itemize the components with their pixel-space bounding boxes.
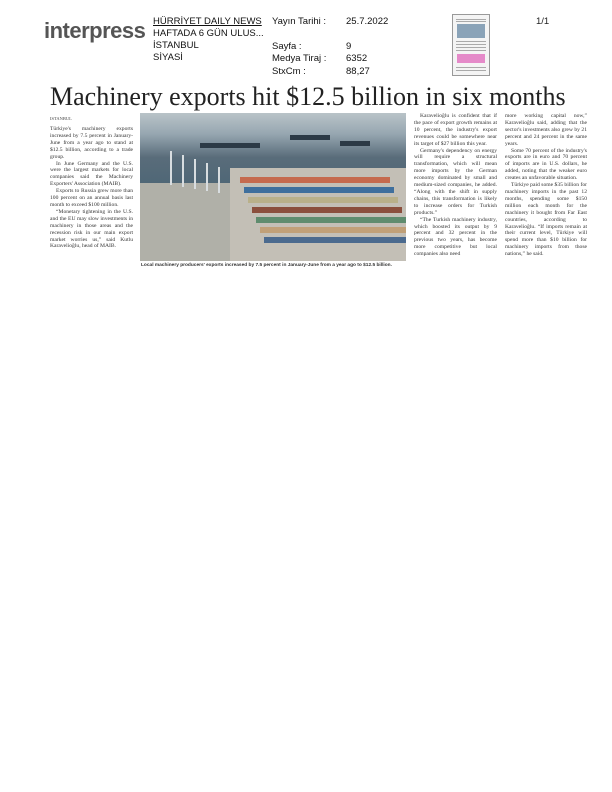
label-stxcm: StxCm : (272, 65, 306, 77)
section: SİYASİ (153, 52, 183, 63)
paragraph: In June Germany and the U.S. were the largest markets for local companies said the Machinery Exporters' Association (MAIB). (50, 160, 133, 188)
value-page: 9 (346, 40, 352, 52)
article-column-4 (505, 113, 587, 271)
page-count: 1/1 (536, 16, 550, 27)
publication-info (153, 16, 264, 64)
label-date: Yayın Tarihi : (272, 16, 327, 27)
photo-caption: Local machinery producers' exports increased by 7.5 percent in January-June from a year ago to $12.5 billion. (141, 263, 392, 268)
paragraph: more working capital now,” Karavelioğlu said, adding that the sector's investments also grew by 21 percent and 24 percent in the same years. (505, 113, 587, 147)
paragraph: “The Turkish machinery industry, which boosted its output by 9 percent and 32 percent in the previous two years, has become more competitive but local companies also need (414, 216, 497, 258)
publication-name: HÜRRİYET DAILY NEWS (153, 16, 262, 27)
paragraph: Germany's dependency on energy will require a structural transformation, which will mean more imports by the German economy dominated by small and medium-sized companies, he added. “Along with the shift in supply chains, this transformation is likely to increase orders for Turkish products.” (414, 147, 497, 216)
article-column-1 (50, 126, 133, 272)
frequency: HAFTADA 6 GÜN ULUS... (153, 28, 264, 39)
paragraph: Exports to Russia grew more than 100 percent on an annual basis last month to exceed $100 million. (50, 188, 133, 208)
paragraph: Karavelioğlu is confident that if the pace of export growth remains at 10 percent, the industry's export revenues could be somewhere near its target of $27 billion this year. (414, 113, 497, 147)
interpress-logo: interpress (44, 18, 146, 43)
city: İSTANBUL (153, 40, 199, 51)
article-headline: Machinery exports hit $12.5 billion in six months (50, 82, 566, 111)
label-circulation: Medya Tiraj : (272, 53, 327, 64)
paragraph: Some 70 percent of the industry's exports are in euro and 70 percent of imports are in U.S. dollars, he added, noting that the weaker euro creates an unfavorable situation. (505, 147, 587, 182)
meta-values (346, 16, 388, 78)
value-circulation: 6352 (346, 53, 368, 64)
page-thumbnail[interactable] (452, 14, 490, 76)
paragraph: Türkiye's machinery exports increased by 7.5 percent in January-June from a year ago to stand at $12.5 billion, according to a trade group. (50, 126, 133, 160)
paragraph: “Monetary tightening in the U.S. and the EU may slow investments in machinery in those areas and the recession risk in our main export market worries us,” said Kutlu Karavelioğlu, head of MAIB. (50, 208, 133, 250)
paragraph: Türkiye paid some $35 billion for machinery imports in the past 12 months, spending some $150 million each month for the machinery it bought from Far East countries, according to Karavelioğlu. “If imports remain at their current level, Türkiye will spend more than $10 billion for machinery imports from those nations,” he said. (505, 182, 587, 258)
meta-labels (272, 16, 326, 78)
dateline: ISTANBUL (50, 116, 72, 121)
article-column-3 (414, 113, 497, 271)
label-page: Sayfa : (272, 40, 302, 52)
value-date: 25.7.2022 (346, 16, 389, 27)
value-stxcm: 88,27 (346, 65, 370, 77)
port-photo (140, 113, 406, 261)
